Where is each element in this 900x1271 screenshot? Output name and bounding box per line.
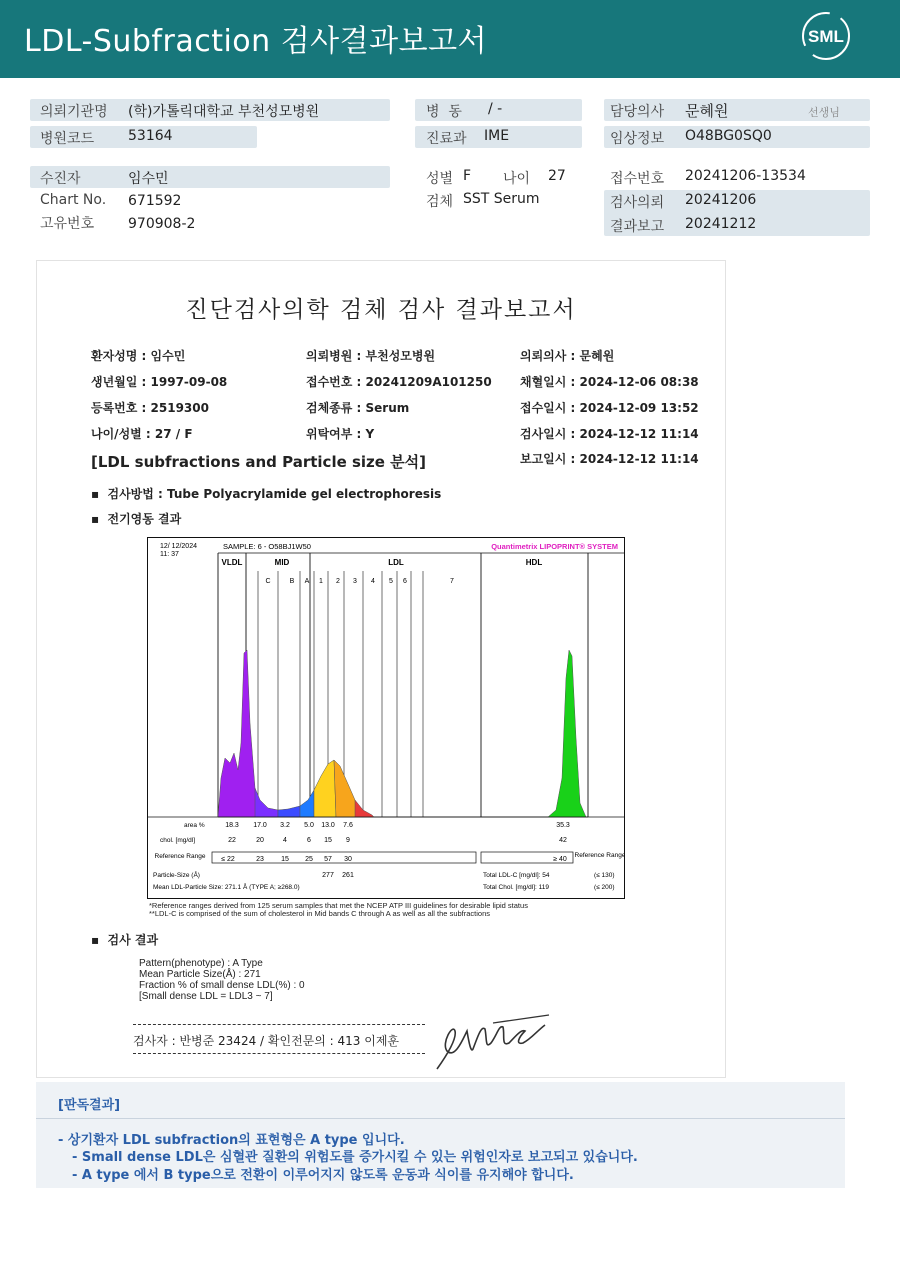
info-patient-name: 환자성명 : 임수민 bbox=[91, 349, 186, 363]
method-text: 검사방법 : Tube Polyacrylamide gel electrophoresis bbox=[107, 487, 442, 501]
row-label-area: area % bbox=[184, 822, 205, 829]
ward-label: 병 동 bbox=[426, 104, 462, 120]
chart-time: 11: 37 bbox=[160, 551, 179, 558]
reception-label: 접수번호 bbox=[610, 171, 665, 187]
band-label-C: C bbox=[265, 578, 271, 585]
requested-value: 20241206 bbox=[685, 192, 757, 208]
institution-value: (학)가톨릭대학교 부천성모병원 bbox=[128, 104, 320, 120]
area-value-3: 5.0 bbox=[304, 822, 314, 829]
hospital-code-value: 53164 bbox=[128, 128, 173, 144]
result-line: ▪ 검사 결과 bbox=[91, 933, 159, 947]
info-specimen-type: 검체종류 : Serum bbox=[306, 401, 410, 415]
reference-value-0: ≤ 22 bbox=[221, 856, 235, 863]
result-mean-size: Mean Particle Size(Å) : 271 bbox=[139, 969, 261, 980]
info-registration: 등록번호 : 2519300 bbox=[91, 401, 209, 415]
reference-value-6: ≥ 40 bbox=[553, 856, 567, 863]
chart-date: 12/ 12/2024 bbox=[160, 543, 197, 550]
signature-text: 검사자 : 반병준 23424 / 확인전문의 : 413 이제훈 bbox=[133, 1034, 400, 1048]
id-no-value: 970908-2 bbox=[128, 216, 196, 232]
info-hospital: 의뢰병원 : 부천성모병원 bbox=[306, 349, 436, 363]
institution-label: 의뢰기관명 bbox=[40, 104, 108, 120]
footnote-2: **LDL-C is comprised of the sum of cholesterol in Mid bands C through A as well as all the subfractions bbox=[149, 909, 491, 918]
recipient-label: 수진자 bbox=[40, 171, 81, 187]
result-pattern: Pattern(phenotype) : A Type bbox=[139, 958, 263, 969]
band-label-6: 6 bbox=[403, 578, 407, 585]
info-tested: 검사일시 : 2024-12-12 11:14 bbox=[520, 427, 699, 441]
reference-value-3: 25 bbox=[305, 856, 313, 863]
mean-ldl-size: Mean LDL-Particle Size: 271.1 Å (TYPE A; ≥268.0) bbox=[153, 884, 300, 891]
specimen-label: 검체 bbox=[426, 194, 454, 210]
handwritten-signature bbox=[433, 1013, 551, 1075]
area-value-1: 17.0 bbox=[253, 822, 267, 829]
sml-logo bbox=[800, 10, 852, 62]
reception-value: 20241206-13534 bbox=[685, 168, 806, 184]
info-birthdate: 생년월일 : 1997-09-08 bbox=[91, 375, 228, 389]
total-chol: Total Chol. [mg/dl]: 119 bbox=[483, 884, 549, 891]
band-label-B: B bbox=[289, 578, 295, 585]
interpretation-line-1: - 상기환자 LDL subfraction의 표현형은 A type 입니다. bbox=[58, 1133, 405, 1148]
peak-ldl-3 bbox=[355, 800, 374, 817]
reference-value-2: 15 bbox=[281, 856, 289, 863]
band-label-4: 4 bbox=[371, 578, 375, 585]
footnote-1: *Reference ranges derived from 125 serum samples that met the NCEP ATP III guidelines for desirable lipid status bbox=[149, 901, 528, 910]
recipient-bar bbox=[30, 166, 390, 188]
ward-value: / - bbox=[488, 101, 503, 117]
chol-value-3: 6 bbox=[307, 837, 311, 844]
chart-no-label: Chart No. bbox=[40, 192, 107, 208]
band-label-2: 2 bbox=[336, 578, 340, 585]
chol-value-1: 20 bbox=[256, 837, 264, 844]
id-no-label: 고유번호 bbox=[40, 216, 95, 232]
chol-value-5: 9 bbox=[346, 837, 350, 844]
chart-system-title: Quantimetrix LIPOPRINT® SYSTEM bbox=[491, 542, 618, 551]
row-label-ref: Reference Range bbox=[154, 853, 206, 860]
reference-value-5: 30 bbox=[344, 856, 352, 863]
particle-size-0: 277 bbox=[322, 872, 334, 879]
area-value-4: 13.0 bbox=[321, 822, 335, 829]
band-label-A: A bbox=[304, 578, 310, 585]
chol-value-0: 22 bbox=[228, 837, 236, 844]
peak-mid-b bbox=[278, 806, 300, 817]
peak-ldl-2 bbox=[334, 760, 358, 817]
info-outsourced: 위탁여부 : Y bbox=[306, 427, 375, 441]
recipient-value: 임수민 bbox=[128, 171, 169, 187]
result-small-dense-def: [Small dense LDL = LDL3 ~ 7] bbox=[139, 991, 273, 1002]
peak-hdl bbox=[548, 650, 586, 817]
group-label-mid: MID bbox=[274, 558, 290, 567]
scanned-report-title: 진단검사의학 검체 검사 결과보고서 bbox=[185, 297, 577, 323]
electrophoresis-svg bbox=[148, 538, 624, 898]
group-label-vldl: VLDL bbox=[221, 558, 243, 567]
electro-line: ▪ 전기영동 결과 bbox=[91, 512, 182, 526]
sex-value: F bbox=[463, 168, 472, 184]
band-label-3: 3 bbox=[353, 578, 357, 585]
peak-vldl bbox=[218, 650, 260, 817]
method-line: ▪ 검사방법 : Tube Polyacrylamide gel electrophoresis bbox=[91, 487, 442, 501]
particle-size-1: 261 bbox=[342, 872, 354, 879]
group-label-hdl: HDL bbox=[525, 558, 543, 567]
reported-value: 20241212 bbox=[685, 216, 757, 232]
interpretation-panel bbox=[36, 1082, 845, 1188]
sex-label: 성별 bbox=[426, 171, 454, 187]
info-age-sex: 나이/성별 : 27 / F bbox=[91, 427, 193, 441]
specimen-value: SST Serum bbox=[463, 191, 540, 207]
peak-mid-a bbox=[300, 790, 314, 817]
info-doctor: 의뢰의사 : 문혜원 bbox=[520, 349, 615, 363]
area-value-2: 3.2 bbox=[280, 822, 290, 829]
interpretation-line-2: - Small dense LDL은 심혈관 질환의 위험도를 증가시킬 수 있는 위험인자로 보고되고 있습니다. bbox=[72, 1150, 638, 1165]
total-ldl-c: Total LDL-C [mg/dl]: 54 bbox=[483, 872, 550, 879]
doctor-label: 담당의사 bbox=[610, 104, 665, 120]
reported-label: 결과보고 bbox=[610, 219, 665, 235]
signature-rule-bottom bbox=[133, 1053, 425, 1054]
scanned-report bbox=[36, 260, 726, 1078]
info-reception-no: 접수번호 : 20241209A101250 bbox=[306, 375, 492, 389]
band-label-1: 1 bbox=[319, 578, 323, 585]
peak-ldl-1 bbox=[314, 760, 336, 817]
age-value: 27 bbox=[548, 168, 566, 184]
clinical-value: O48BG0SQ0 bbox=[685, 128, 772, 144]
signature-rule-top bbox=[133, 1024, 425, 1025]
dept-value: IME bbox=[484, 128, 510, 144]
reference-value-1: 23 bbox=[256, 856, 264, 863]
result-title: 검사 결과 bbox=[107, 933, 159, 947]
report-header bbox=[0, 0, 900, 78]
area-value-5: 7.6 bbox=[343, 822, 353, 829]
row-label-chol: chol. [mg/dl] bbox=[160, 837, 196, 844]
doctor-suffix: 선생님 bbox=[808, 106, 840, 119]
info-report-time: 보고일시 : 2024-12-12 11:14 bbox=[520, 452, 699, 466]
chol-value-4: 15 bbox=[324, 837, 332, 844]
section-title: [LDL subfractions and Particle size 분석] bbox=[91, 453, 427, 471]
chol-value-2: 4 bbox=[283, 837, 287, 844]
interpretation-line-3: - A type 에서 B type으로 전환이 이루어지지 않도록 운동과 식이를 유지해야 합니다. bbox=[72, 1168, 574, 1183]
report-title: LDL-Subfraction 검사결과보고서 bbox=[24, 24, 488, 59]
total-chol-ref: (≤ 200) bbox=[594, 884, 615, 891]
info-received: 접수일시 : 2024-12-09 13:52 bbox=[520, 401, 699, 415]
area-value-6: 35.3 bbox=[556, 822, 570, 829]
peak-mid-c bbox=[255, 788, 278, 817]
band-label-7: 7 bbox=[450, 578, 454, 585]
total-ldl-ref: (≤ 130) bbox=[594, 872, 615, 879]
clinical-label: 임상정보 bbox=[610, 131, 665, 147]
dept-label: 진료과 bbox=[426, 131, 467, 147]
doctor-value: 문혜원 bbox=[685, 102, 729, 120]
chol-value-6: 42 bbox=[559, 837, 567, 844]
result-small-dense-fraction: Fraction % of small dense LDL(%) : 0 bbox=[139, 980, 305, 991]
age-label: 나이 bbox=[503, 171, 531, 187]
hospital-code-label: 병원코드 bbox=[40, 131, 95, 147]
area-value-0: 18.3 bbox=[225, 822, 239, 829]
band-label-5: 5 bbox=[389, 578, 393, 585]
particle-size-label: Particle-Size (Å) bbox=[153, 872, 200, 879]
electrophoresis-chart bbox=[147, 537, 625, 899]
reference-value-4: 57 bbox=[324, 856, 332, 863]
interpretation-divider bbox=[36, 1118, 845, 1119]
info-collected: 채혈일시 : 2024-12-06 08:38 bbox=[520, 375, 699, 389]
chart-sample: SAMPLE: 6 - O58BJ1W50 bbox=[223, 542, 311, 551]
electro-title: 전기영동 결과 bbox=[107, 512, 182, 526]
chart-no-value: 671592 bbox=[128, 193, 182, 209]
interpretation-title: [판독결과] bbox=[58, 1098, 121, 1113]
group-label-ldl: LDL bbox=[388, 558, 404, 567]
svg-text:SML: SML bbox=[808, 27, 844, 46]
requested-label: 검사의뢰 bbox=[610, 195, 665, 211]
ref-range-right-label: Reference Range bbox=[574, 852, 624, 859]
